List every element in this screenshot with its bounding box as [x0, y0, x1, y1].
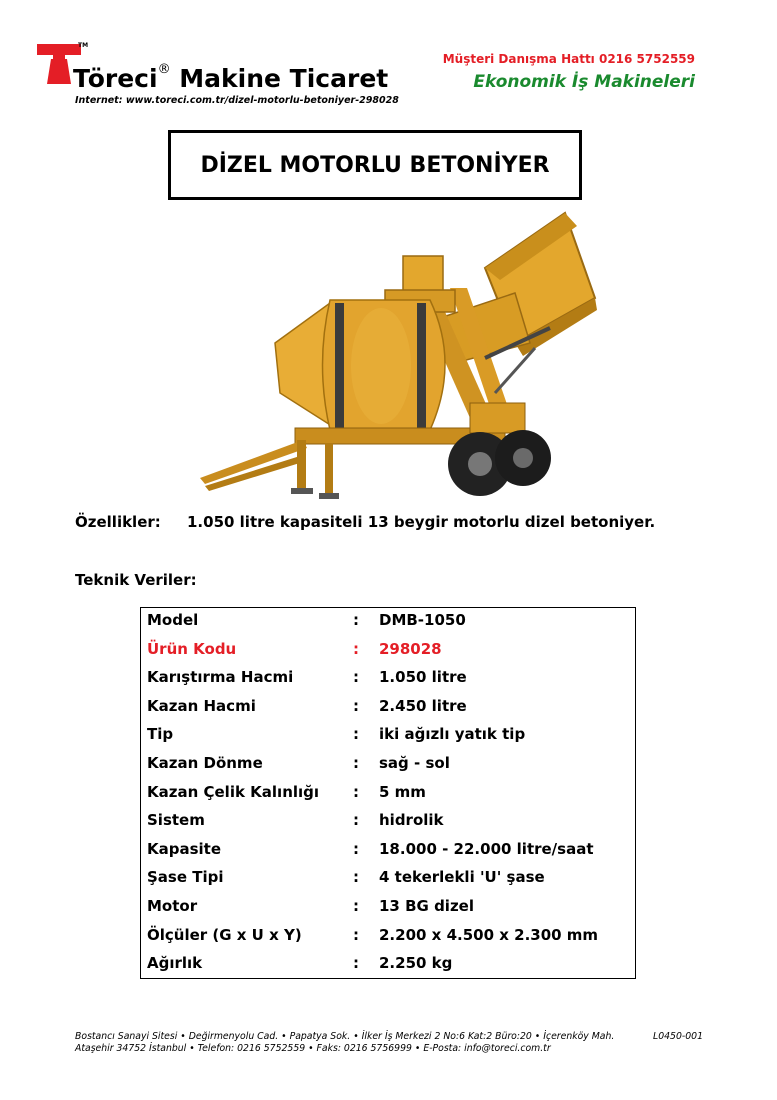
concrete-mixer-image	[185, 208, 610, 508]
spec-row-drum-volume: Kazan Hacmi : 2.450 litre	[147, 696, 467, 715]
spec-row-weight: Ağırlık : 2.250 kg	[147, 954, 453, 973]
page-title: DİZEL MOTORLU BETONİYER	[168, 130, 582, 200]
spec-row-steel-thickness: Kazan Çelik Kalınlığı : 5 mm	[147, 782, 426, 801]
footer-address	[75, 1031, 614, 1055]
spec-row-system: Sistem : hidrolik	[147, 811, 444, 830]
website-link[interactable]: Internet: www.toreci.com.tr/dizel-motorlu-betoniyer-298028	[75, 95, 399, 106]
spec-row-model: Model : DMB-1050	[147, 611, 466, 629]
spec-row-capacity: Kapasite : 18.000 - 22.000 litre/saat	[147, 839, 594, 858]
spec-row-motor: Motor : 13 BG dizel	[147, 897, 474, 915]
customer-hotline: Müşteri Danışma Hattı 0216 5752559	[442, 52, 695, 66]
footer-line-2: Ataşehir 34752 İstanbul • Telefon: 0216 5752559 • Faks: 0216 5756999 • E-Posta: info@toreci.com.tr	[75, 1043, 551, 1054]
features-label: Özellikler:	[75, 513, 161, 531]
document-code: L0450-001	[653, 1031, 703, 1042]
spec-table	[140, 607, 636, 979]
company-name: Töreci® Makine Ticaret	[73, 62, 389, 93]
footer-line-1: Bostancı Sanayi Sitesi • Değirmenyolu Cad. • Papatya Sok. • İlker İş Merkezi 2 No:6 Kat:2 Büro:20 • İçerenköy Mah.	[75, 1031, 615, 1042]
spec-row-dimensions: Ölçüler (G x U x Y) : 2.200 x 4.500 x 2.300 mm	[147, 925, 599, 944]
spec-row-chassis-type: Şase Tipi : 4 tekerlekli 'U' şase	[147, 868, 545, 887]
company-slogan: Ekonomik İş Makineleri	[473, 72, 695, 92]
spec-row-drum-rotation: Kazan Dönme : sağ - sol	[147, 754, 450, 772]
spec-row-type: Tip : iki ağızlı yatık tip	[147, 725, 526, 744]
features-line	[75, 513, 655, 531]
trademark-mark: TM	[78, 42, 89, 49]
features-text: 1.050 litre kapasiteli 13 beygir motorlu dizel betoniyer.	[187, 513, 656, 531]
technical-data-heading: Teknik Veriler:	[75, 571, 197, 589]
spec-row-product-code: Ürün Kodu : 298028	[147, 639, 442, 658]
spec-row-mixing-volume: Karıştırma Hacmi : 1.050 litre	[147, 668, 467, 687]
